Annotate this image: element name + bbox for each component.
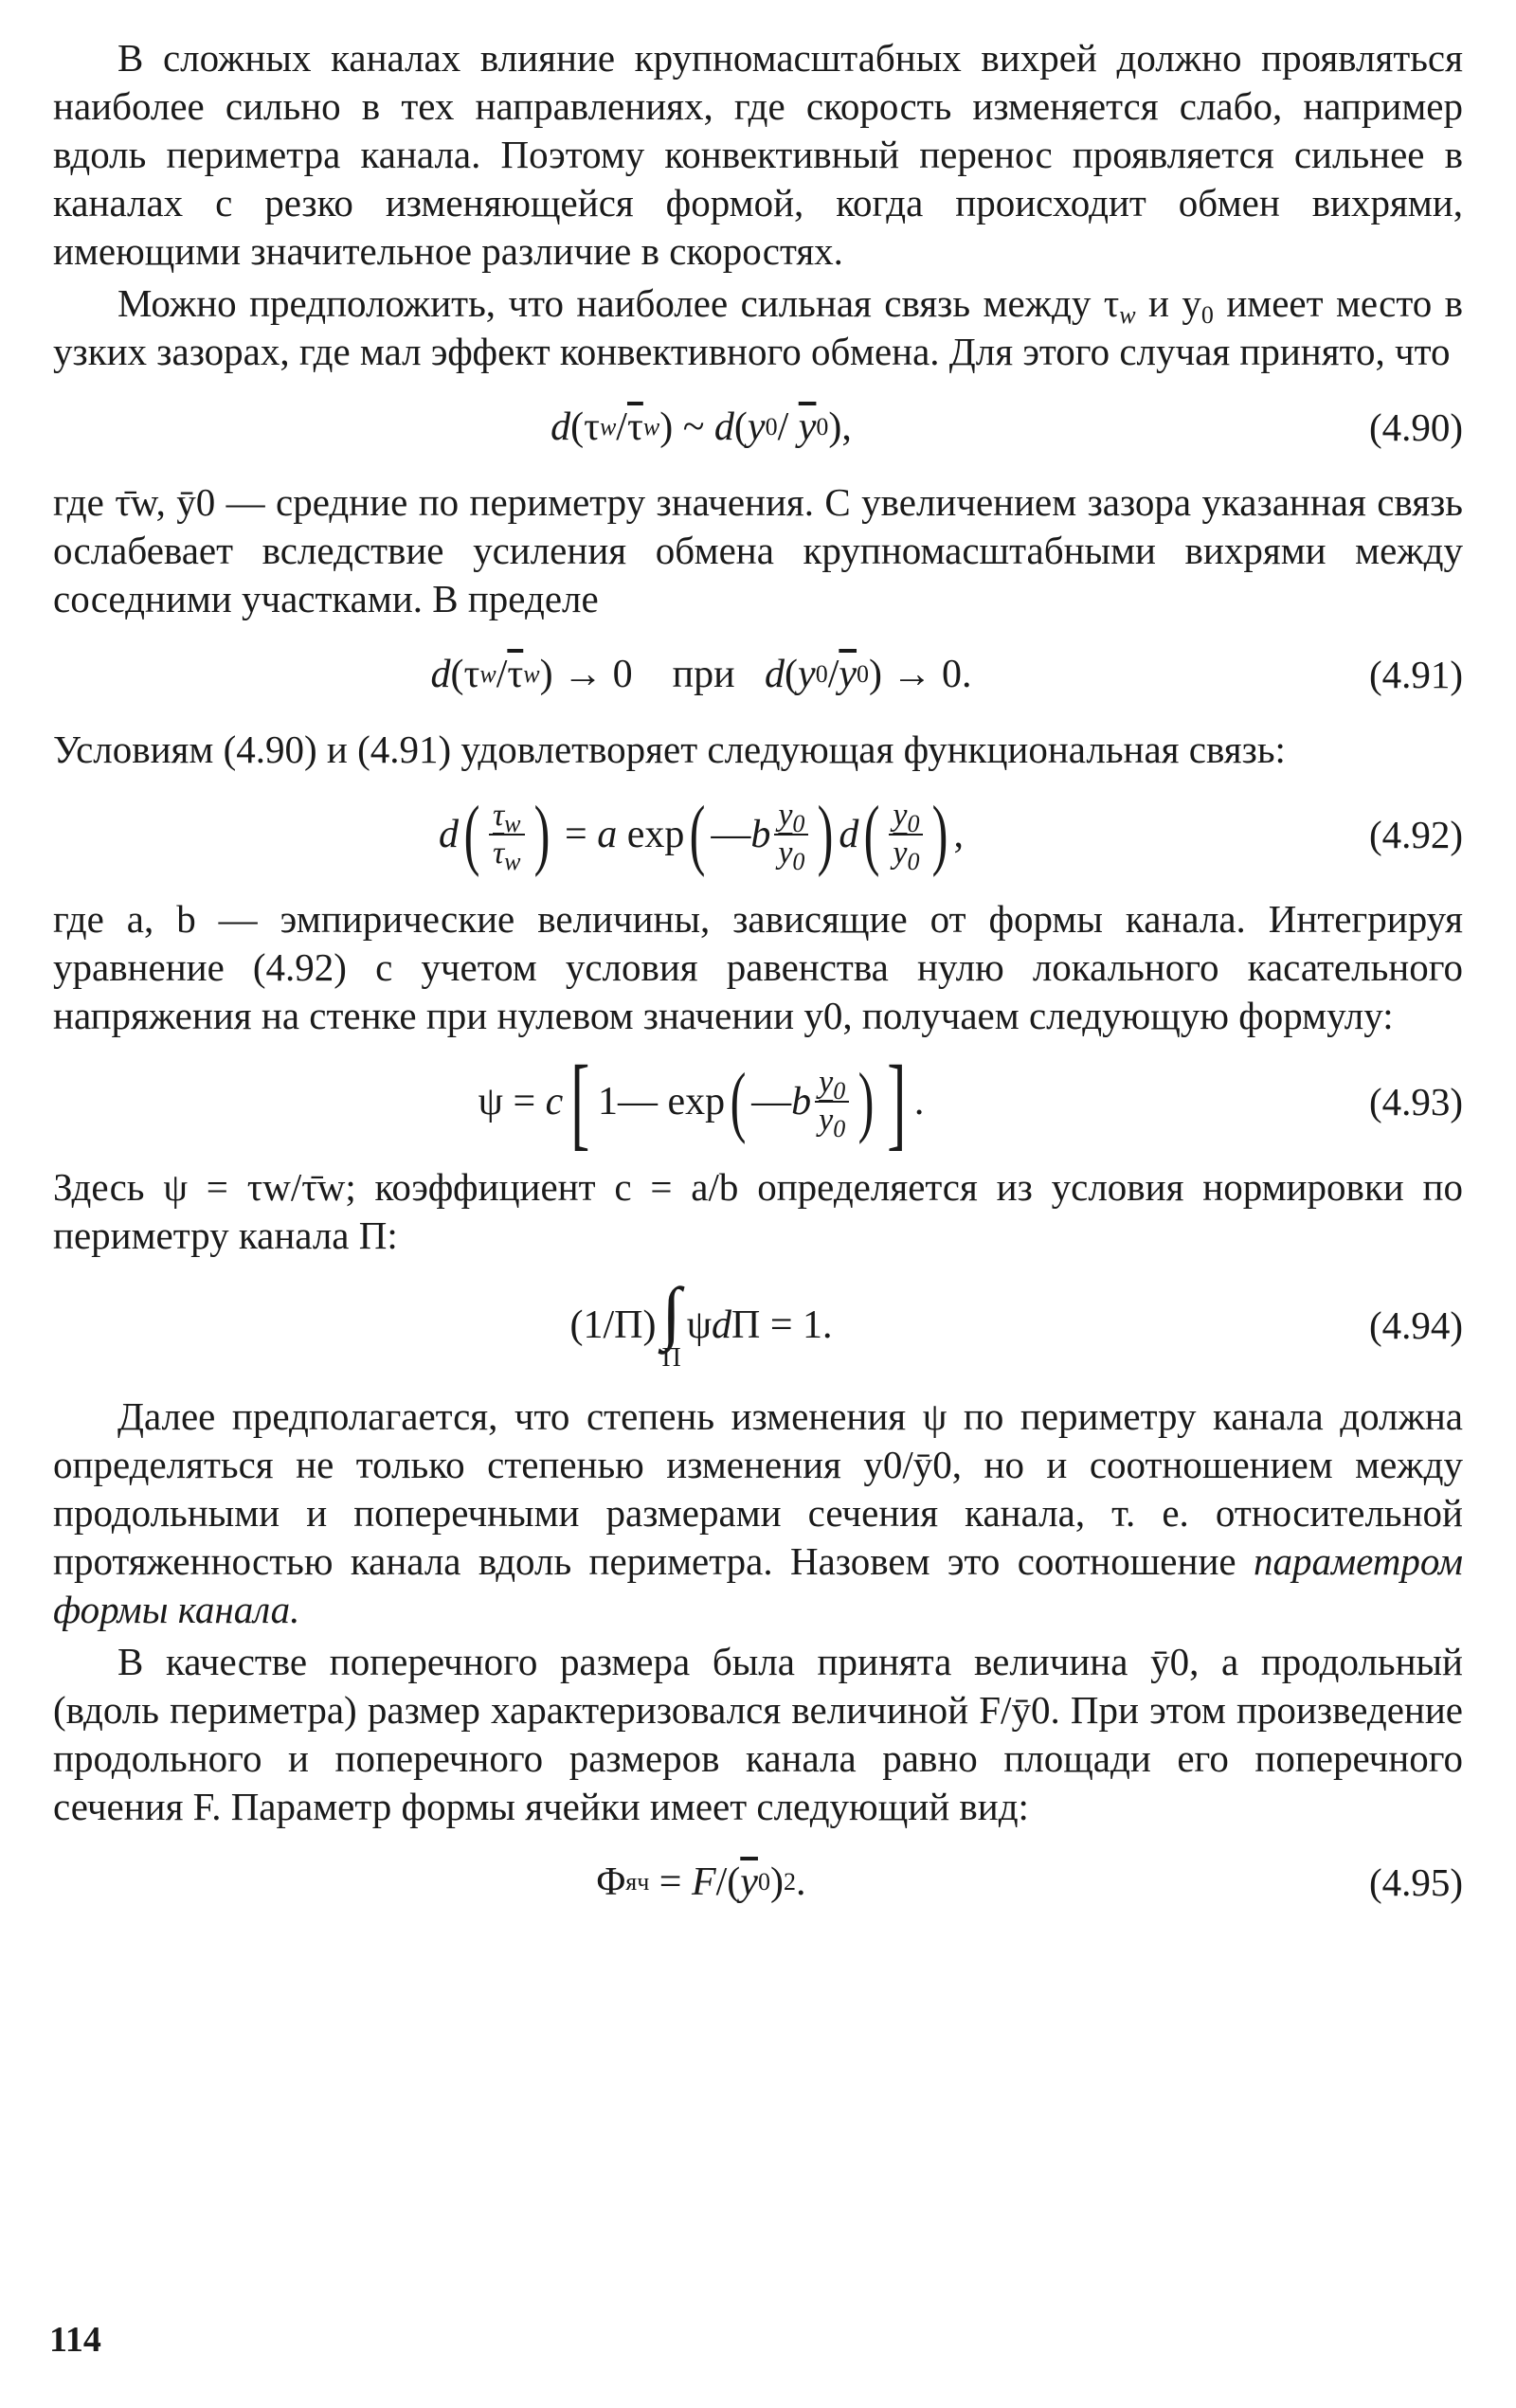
equation-4-92: d ( $\frac{\tau_w}{\overline{\tau}_w}$ ) = a exp ( — b $\frac{y_0}{\overline{y}_0}$ ) d ( $\frac{y_0}{\overline{y}_0}$ ) , (4.92): [53, 778, 1463, 891]
equation-number: (4.91): [1368, 653, 1463, 696]
equation-number: (4.95): [1368, 1860, 1463, 1904]
page-body: [53, 34, 1463, 1933]
paragraph-3: где τ̄w, ȳ0 — средние по периметру значения. С увеличением зазора указанная связь ослабевает вследствие усиления обмена крупномасштабными вихрями между соседними участками. В пределе: [53, 480, 1463, 620]
paragraph-2: Можно предположить, что наиболее сильная связь между $\tau_w$ и $y_0$ имеет место в узких зазорах, где мал эффект конвективного обмена. Для этого случая принято, что: [53, 281, 1463, 373]
paragraph-6: Здесь ψ = τw/τ̄w; коэффициент c = a/b определяется из условия нормировки по периметру канала П:: [53, 1165, 1463, 1257]
equation-4-93: ψ = c [ 1— exp ( — b $\frac{y_0}{\overline{y}_0}$ ) ] . (4.93): [478, 1044, 1463, 1159]
paragraph-4: Условиям (4.90) и (4.91) удовлетворяет следующая функциональная связь:: [53, 728, 1286, 771]
equation-4-94: (1/П) ∫ П ψ d П = 1. (4.94): [53, 1264, 1463, 1387]
emphasis-term: параметром формы канала.: [53, 1539, 1463, 1631]
equation-4-95: Φ яч = F /( $\overline{y}$ 0 ) 2 . (4.95): [53, 1835, 1463, 1930]
equation-4-90: d (τ w / $\overline{\tau}$ w ) ~ d ( y 0 / $\overline{y}$ 0 ), (4.90): [53, 380, 1463, 475]
equation-number: (4.94): [1368, 1303, 1463, 1347]
paragraph-1: В сложных каналах влияние крупномасштабных вихрей должно проявляться наиболее сильно в тех направлениях, где скорость изменяется слабо, например вдоль периметра канала. Поэтому конвективный перенос проявляется сильнее в каналах с резко изменяющейся формой, когда происходит обмен вихрями, имеющими значительное различие в скоростях.: [53, 36, 1463, 273]
equation-number: (4.92): [1368, 813, 1463, 856]
equation-number: (4.90): [1368, 405, 1463, 449]
paragraph-5: где a, b — эмпирические величины, зависящие от формы канала. Интегрируя уравнение (4.92) с учетом условия равенства нулю локального касательного напряжения на стенке при нулевом значении y0, получаем следующую формулу:: [53, 897, 1463, 1037]
paragraph-8: В качестве поперечного размера была принята величина ȳ0, а продольный (вдоль периметра) размер характеризовался величиной F/ȳ0. При этом произведение продольного и поперечного размеров канала равно площади его поперечного сечения F. Параметр формы ячейки имеет следующий вид:: [53, 1640, 1463, 1828]
equation-number: (4.93): [1368, 1080, 1463, 1123]
paragraph-7: Далее предполагается, что степень изменения ψ по периметру канала должна определяться не только степенью изменения y0/ȳ0, но и соотношением между продольными и поперечными размерами сечения канала, т. е. относительной протяженностью канала вдоль периметра. Назовем это соотношение параметром формы канала.: [53, 1394, 1463, 1631]
page-number: 114: [49, 2320, 101, 2360]
equation-4-91: d (τ w / $\overline{\tau}$ w ) → 0 при d ( y 0 / $\overline{y}$ 0 ) → 0. (4.91): [53, 627, 1463, 722]
